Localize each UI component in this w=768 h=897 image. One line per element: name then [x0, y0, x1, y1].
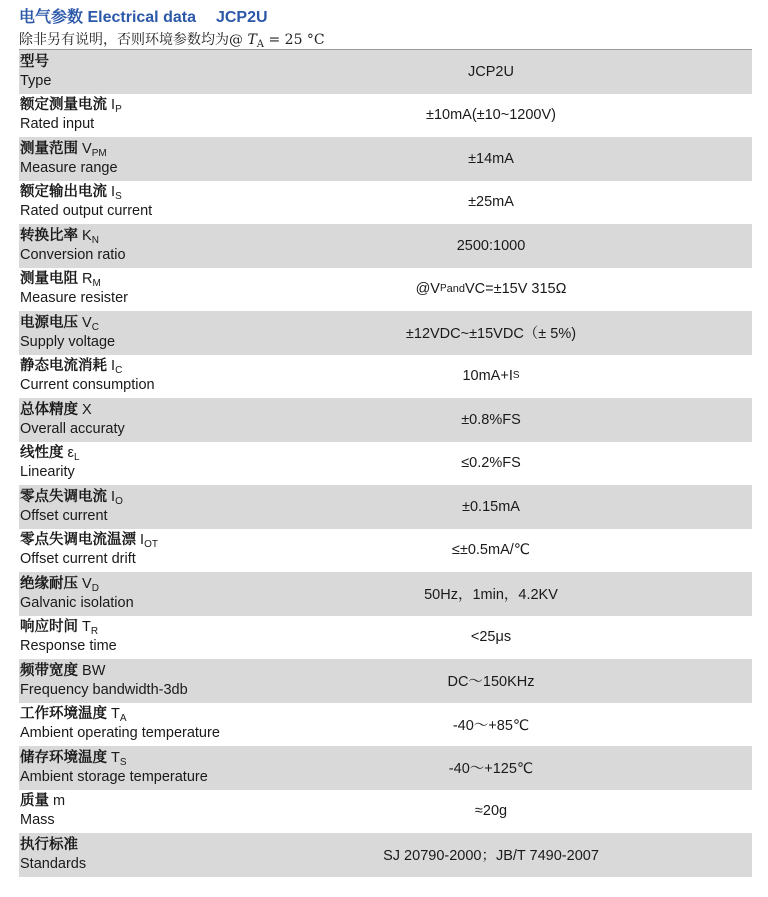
table-row: [19, 616, 752, 660]
value-cell: ±0.15mA: [462, 498, 520, 515]
parameter-cell: [19, 94, 250, 138]
value-cell: ≈20g: [474, 803, 508, 820]
table-row: [19, 137, 752, 181]
parameter-cell: [19, 790, 250, 834]
parameter-cell: [19, 50, 250, 94]
parameter-english-name: Mass: [20, 812, 55, 829]
parameter-cell: [19, 137, 250, 181]
parameter-symbol-subscript: A: [119, 713, 127, 725]
title-model: JCP2U: [215, 9, 268, 26]
value-cell: JCP2U: [468, 63, 514, 80]
parameter-symbol: V: [82, 314, 92, 331]
table-row: [19, 224, 752, 268]
parameter-english-name: Rated output current: [20, 203, 153, 220]
parameter-cell: [19, 703, 250, 747]
parameter-chinese-name: 型号: [20, 53, 49, 70]
parameter-english-name: Supply voltage: [20, 333, 116, 350]
parameter-symbol-subscript: D: [91, 582, 99, 594]
parameter-cell: [19, 746, 250, 790]
parameter-chinese-name: 转换比率 $K_N$: [20, 227, 99, 246]
parameter-cell: [19, 442, 250, 486]
parameter-symbol-subscript: R: [90, 626, 99, 638]
parameter-chinese-name: 测量范围 $V_{PM}$: [20, 140, 107, 159]
table-row: [19, 485, 752, 529]
title-english: Electrical data: [87, 9, 196, 26]
parameter-chinese-name: 储存环境温度 $T_S$: [20, 749, 127, 768]
value-cell: ≤±0.5mA/℃: [451, 542, 531, 559]
parameter-symbol: K: [82, 227, 92, 244]
parameter-cell: [19, 268, 250, 312]
parameter-symbol-subscript: PM: [91, 147, 107, 159]
parameter-chinese-name: 总体精度 X: [20, 401, 92, 418]
parameter-chinese-name: 质量 m: [20, 793, 66, 810]
parameter-symbol-subscript: O: [115, 495, 123, 507]
table-row: [19, 572, 752, 616]
parameter-chinese-name: 零点失调电流温漂 $I_{OT}$: [20, 532, 158, 551]
parameter-english-name: Type: [20, 72, 52, 89]
value-cell: ±0.8%FS: [461, 411, 521, 428]
value-cell: 10mA+I S: [462, 368, 520, 385]
table-row: [19, 746, 752, 790]
parameter-chinese-name: 电源电压 $V_C$: [20, 314, 99, 333]
parameter-symbol: I: [111, 358, 116, 375]
table-row: [19, 355, 752, 399]
ambient-condition-note: 除非另有说明，否则环境参数均为@ $T_A = 25$ °C: [19, 32, 325, 50]
parameter-cell: [19, 355, 250, 399]
parameter-symbol-subscript: M: [92, 278, 101, 290]
parameter-english-name: Offset current drift: [20, 551, 136, 568]
parameter-symbol-subscript: S: [115, 191, 122, 203]
parameter-english-name: Measure range: [20, 159, 118, 176]
parameter-symbol: BW: [82, 662, 106, 679]
parameter-english-name: Current consumption: [20, 377, 155, 394]
value-cell: DC～150KHz: [447, 674, 535, 691]
parameter-symbol: X: [82, 401, 92, 418]
table-row: [19, 398, 752, 442]
table-row: [19, 311, 752, 355]
parameter-english-name: Ambient storage temperature: [20, 768, 208, 785]
parameter-symbol: V: [82, 575, 92, 592]
parameter-english-name: Response time: [20, 638, 117, 655]
parameter-english-name: Galvanic isolation: [20, 594, 134, 611]
parameter-chinese-name: 额定输出电流 $I_S$: [20, 184, 122, 203]
parameter-symbol: I: [111, 97, 116, 114]
parameter-symbol-subscript: OT: [144, 539, 158, 551]
value-cell: 50Hz，1min，4.2KV: [424, 587, 558, 604]
parameter-cell: [19, 311, 250, 355]
table-row: [19, 659, 752, 703]
title-chinese: 电气参数: [19, 7, 84, 26]
table-row: [19, 442, 752, 486]
parameter-cell: [19, 485, 250, 529]
value-cell: @V P and VC=±15V 315Ω: [415, 281, 567, 298]
parameter-chinese-name: 频带宽度 BW: [20, 662, 106, 679]
parameter-symbol-subscript: C: [91, 321, 99, 333]
value-cell: SJ 20790-2000；JB/T 7490-2007: [383, 848, 599, 865]
parameter-symbol-subscript: C: [115, 365, 123, 377]
parameter-symbol: m: [53, 793, 66, 810]
value-cell: ±14mA: [468, 150, 514, 167]
value-cell: ±25mA: [468, 194, 514, 211]
parameter-english-name: Offset current: [20, 507, 108, 524]
parameter-chinese-name: 绝缘耐压 $V_D$: [20, 575, 99, 594]
parameter-symbol: I: [111, 184, 116, 201]
value-cell: ±10mA(±10~1200V): [426, 107, 556, 124]
parameter-symbol: T: [111, 749, 120, 766]
value-cell: ≤0.2%FS: [461, 455, 521, 472]
parameter-chinese-name: 线性度 $\varepsilon_L$: [20, 445, 80, 464]
parameter-symbol: ε: [67, 445, 74, 462]
table-row: [19, 268, 752, 312]
parameter-symbol: I: [111, 488, 116, 505]
parameter-chinese-name: 额定测量电流 $I_P$: [20, 97, 122, 116]
parameter-cell: [19, 398, 250, 442]
value-cell: 2500:1000: [456, 237, 526, 254]
parameter-symbol-subscript: P: [115, 104, 122, 116]
parameter-cell: [19, 833, 250, 877]
parameter-symbol-subscript: N: [91, 234, 99, 246]
parameter-cell: [19, 224, 250, 268]
parameter-english-name: Conversion ratio: [20, 246, 126, 263]
parameter-symbol-subscript: L: [74, 452, 80, 464]
table-row: [19, 833, 752, 877]
value-cell: -40～+125℃: [448, 761, 534, 778]
table-row: [19, 94, 752, 138]
parameter-symbol: I: [140, 532, 145, 549]
table-row: [19, 50, 752, 94]
value-cell: -40～+85℃: [452, 717, 530, 734]
parameter-english-name: Linearity: [20, 464, 75, 481]
parameter-chinese-name: 静态电流消耗 $I_C$: [20, 358, 123, 377]
parameter-symbol: T: [82, 619, 91, 636]
parameter-cell: [19, 659, 250, 703]
parameter-symbol: V: [82, 140, 92, 157]
parameter-english-name: Standards: [20, 855, 87, 872]
parameter-chinese-name: 执行标准: [20, 836, 78, 853]
parameter-english-name: Rated input: [20, 116, 95, 133]
parameter-english-name: Measure resister: [20, 290, 128, 307]
value-cell: ±12VDC~±15VDC（± 5%): [405, 326, 577, 343]
parameter-chinese-name: 测量电阻 $R_M$: [20, 271, 101, 290]
parameter-cell: [19, 529, 250, 573]
parameter-english-name: Overall accuraty: [20, 420, 125, 437]
parameter-chinese-name: 工作环境温度 $T_A$: [20, 706, 127, 725]
table-row: [19, 529, 752, 573]
parameter-chinese-name: 响应时间 $T_R$: [20, 619, 99, 638]
parameter-symbol-subscript: S: [119, 756, 127, 768]
value-cell: <25μs: [470, 629, 512, 646]
table-row: [19, 703, 752, 747]
parameter-english-name: Ambient operating temperature: [20, 725, 220, 742]
electrical-data-table: [19, 50, 752, 877]
parameter-english-name: Frequency bandwidth-3db: [20, 681, 188, 698]
parameter-symbol: R: [82, 271, 93, 288]
parameter-chinese-name: 零点失调电流 $I_O$: [20, 488, 123, 507]
table-row: [19, 790, 752, 834]
table-row: [19, 181, 752, 225]
parameter-symbol: T: [111, 706, 120, 723]
parameter-cell: [19, 572, 250, 616]
section-title: [19, 6, 268, 28]
parameter-cell: [19, 181, 250, 225]
parameter-cell: [19, 616, 250, 660]
